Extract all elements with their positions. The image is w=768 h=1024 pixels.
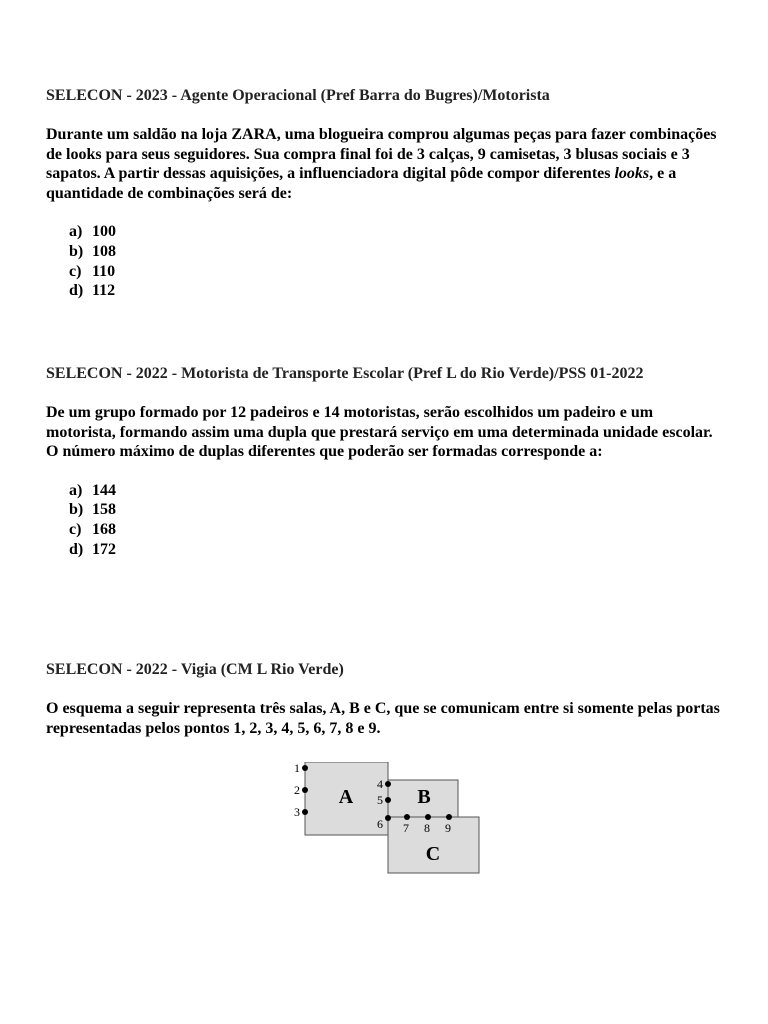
option-letter: b) xyxy=(69,242,84,260)
door-dot-6 xyxy=(385,815,391,821)
question-header: SELECON - 2023 - Agente Operacional (Pref Barra do Bugres)/Motorista xyxy=(46,87,550,104)
door-label-6: 6 xyxy=(377,817,383,831)
question-stem: De um grupo formado por 12 padeiros e 14 motoristas, serão escolhidos um padeiro e um motorista, formando assim uma dupla que prestará serviço em uma determinada unidade escolar. O número máximo de duplas diferentes que poderão ser formadas corresponde a: xyxy=(46,404,713,460)
door-label-3: 3 xyxy=(294,805,300,819)
question-header: SELECON - 2022 - Motorista de Transporte Escolar (Pref L do Rio Verde)/PSS 01-2022 xyxy=(46,365,644,382)
door-label-7: 7 xyxy=(403,821,409,835)
option-letter: c) xyxy=(69,262,82,280)
option-letter: a) xyxy=(69,481,83,499)
door-label-8: 8 xyxy=(424,821,430,835)
question-3 xyxy=(46,660,726,738)
rooms-diagram xyxy=(290,762,490,892)
room-label-c: C xyxy=(425,843,441,865)
room-label-b: B xyxy=(417,786,431,808)
door-label-9: 9 xyxy=(445,821,451,835)
door-dot-1 xyxy=(302,765,308,771)
option-text: 158 xyxy=(92,501,116,519)
door-dot-9 xyxy=(446,814,452,820)
option-text: 172 xyxy=(92,540,116,558)
question-stem: Durante um saldão na loja ZARA, uma blogueira comprou algumas peças para fazer combinações de looks para seus seguidores. Sua compra final foi de 3 calças, 9 camisetas, 3 blusas sociais e 3 sapatos. A partir dessas aquisições, a influenciadora digital pôde compor diferentes looks, e a quantidade de combinações será de: xyxy=(46,126,717,202)
door-label-2: 2 xyxy=(294,783,300,797)
option-letter: d) xyxy=(69,540,84,558)
option-d[interactable] xyxy=(69,281,726,301)
option-text: 112 xyxy=(92,282,116,300)
door-dot-5 xyxy=(385,797,391,803)
option-text: 108 xyxy=(92,242,116,260)
option-b[interactable] xyxy=(69,500,726,520)
option-a[interactable] xyxy=(69,222,726,242)
door-dot-2 xyxy=(302,787,308,793)
option-text: 168 xyxy=(92,521,116,539)
door-dot-3 xyxy=(302,809,308,815)
option-text: 144 xyxy=(92,481,116,499)
option-letter: b) xyxy=(69,501,84,519)
question-2 xyxy=(46,364,726,560)
option-letter: c) xyxy=(69,521,82,539)
option-letter: a) xyxy=(69,223,83,240)
option-c[interactable] xyxy=(69,262,726,282)
option-letter: d) xyxy=(69,282,84,300)
answer-options xyxy=(46,481,726,560)
door-dot-8 xyxy=(425,814,431,820)
option-text: 110 xyxy=(92,262,116,280)
door-label-5: 5 xyxy=(377,793,383,807)
door-label-1: 1 xyxy=(294,762,300,775)
option-text: 100 xyxy=(92,223,116,240)
option-a[interactable] xyxy=(69,481,726,501)
answer-options xyxy=(46,222,726,301)
italic-term: looks xyxy=(614,165,650,182)
option-b[interactable] xyxy=(69,242,726,262)
door-dot-4 xyxy=(385,781,391,787)
door-dot-7 xyxy=(404,814,410,820)
question-stem: O esquema a seguir representa três salas, A, B e C, que se comunicam entre si somente pelas portas representadas pelos pontos 1, 2, 3, 4, 5, 6, 7, 8 e 9. xyxy=(46,700,720,737)
question-1 xyxy=(46,86,726,301)
option-c[interactable] xyxy=(69,520,726,540)
option-d[interactable] xyxy=(69,540,726,560)
door-label-4: 4 xyxy=(377,777,383,791)
room-label-a: A xyxy=(338,786,354,808)
question-header: SELECON - 2022 - Vigia (CM L Rio Verde) xyxy=(46,661,344,678)
